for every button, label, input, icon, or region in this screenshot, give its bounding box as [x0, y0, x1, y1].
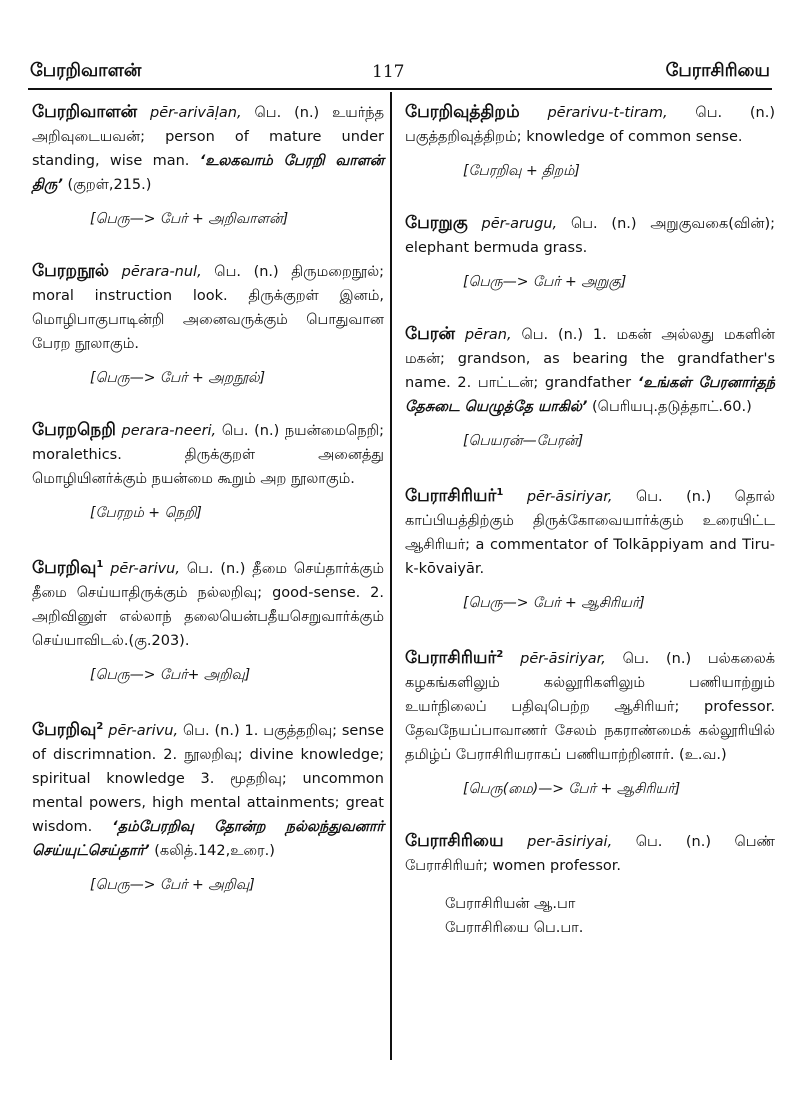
dictionary-entry	[405, 322, 775, 419]
dictionary-entry	[32, 100, 384, 197]
transliteration: pēr-āsiriyar,	[520, 650, 606, 667]
page-number: 117	[372, 62, 405, 82]
quotation: ‘உங்கள் பேரனார்தந் தேசுடை யெழுத்தே யாகில்’	[405, 375, 776, 415]
definition: பெ. (n.) உயர்ந்த அறிவுடையவன்; person of mature under standing, wise man.	[32, 105, 385, 169]
definition: பெ. (n.) பல்கலைக் கழகங்களிலும் கல்லூரிகளிலும் பணியாற்றும் உயர்நிலைப் பதிவுபெற்ற ஆசிரியர்; professor. தேவநேயப்பாவாணர் சேலம் நகராண்மைக் கல்லூரியில் தமிழ்ப் பேராசிரியராகப் பணியாற்றினார். (உ.வ.)	[405, 650, 776, 763]
etymology: [பெரு—> பேர்+ அறிவு]	[90, 666, 251, 683]
definition: பெ. (n.) அறுகுவகை(வின்); elephant bermuda grass.	[405, 216, 776, 256]
headword: பேரன்	[405, 324, 455, 344]
etymology: [பெரு—> பேர் + அறிவு]	[90, 876, 255, 893]
headword: பேராசிரியை	[405, 830, 504, 851]
running-head-right: பேராசிரியை	[665, 60, 770, 81]
running-head-left: பேரறிவாளன்	[30, 60, 142, 81]
transliteration: pēr-arugu,	[481, 216, 558, 232]
citation: (கலித்.142,உரை.)	[154, 842, 275, 859]
etymology: [பெரு—> பேர் + அறிவாளன்]	[90, 211, 289, 227]
gender-pair: பேராசிரியை பெ.பா.	[445, 919, 584, 936]
dictionary-entry	[405, 211, 775, 260]
definition: பெ. (n.) நயன்மைநெறி; moralethics. திருக்குறள் அனைத்து மொழியினர்க்கும் நயன்மை கூறும் அற நூலாகும்.	[32, 423, 385, 487]
dictionary-entry	[405, 100, 775, 149]
headword: பேரறநெறி	[32, 420, 116, 440]
quotation: ‘தம்பேரறிவு தோன்ற நல்லந்துவனார் செய்யுட்செய்தார்’	[32, 818, 384, 859]
left-column	[32, 100, 384, 925]
dictionary-entry	[405, 481, 775, 581]
etymology: [பெரு—> பேர் + அறுகு]	[463, 274, 627, 290]
sense-number: 2	[496, 648, 504, 660]
definition: பெ. (n.) 1. மகன் அல்லது மகளின் மகன்; grandson, as bearing the grandfather's name. 2. பாட்டன்; grandfather	[405, 327, 775, 391]
transliteration: pēr-arivu,	[110, 560, 180, 577]
headword: பேரறுகு	[405, 213, 468, 233]
transliteration: pērara-nul,	[121, 264, 202, 280]
etymology: [பேரறிவு + திறம்]	[463, 163, 580, 179]
headword: பேராசிரியர்	[405, 485, 497, 506]
transliteration: pēr-arivu,	[108, 722, 179, 739]
quotation: ‘உலகவாம் பேரறி வாளன் திரு’	[32, 153, 384, 193]
transliteration: per-āsiriyai,	[527, 833, 613, 850]
definition: பெ. (n.) தொல் காப்பியத்திற்கும் திருக்கோவையார்க்கும் உரையிட்ட ஆசிரியர்; a commentator of Tolkāppiyam and Tiru-k-kōvaiyār.	[405, 488, 776, 577]
dictionary-entry	[32, 418, 384, 491]
transliteration: pēran,	[464, 327, 512, 343]
headword: பேரறிவுத்திறம்	[405, 102, 520, 122]
citation: (பெரியபு.தடுத்தாட்.60.)	[592, 399, 752, 415]
etymology: [பெரு—> பேர் + ஆசிரியர்]	[463, 594, 645, 611]
definition: பெ. (n.) பகுத்தறிவுத்திறம்; knowledge of common sense.	[405, 105, 775, 145]
gender-pair: பேராசிரியன் ஆ.பா	[445, 895, 576, 912]
etymology: [பெரு—> பேர் + அறநூல்]	[90, 370, 266, 386]
headword: பேரறநூல்	[32, 261, 110, 281]
sense-number: 1	[96, 559, 104, 570]
dictionary-entry	[405, 829, 775, 878]
definition: பெ. (n.) தீமை செய்தார்க்கும் தீமை செய்யாதிருக்கும் நல்லறிவு; good-sense. 2. அறிவினுள் எல்லாந் தலையென்பதீயசெறுவார்க்கும் செய்யாவிடல்.(கு.203).	[32, 560, 385, 649]
column-divider	[390, 92, 392, 1060]
definition: பெ. (n.) திருமறைநூல்; moral instruction look. திருக்குறள் இனம், மொழிபாகுபாடின்றி அனைவருக்கும் பொதுவான பேரற நூலாகும்.	[32, 264, 384, 352]
sense-number: 2	[96, 720, 104, 732]
etymology: [பேரறம் + நெறி]	[90, 505, 202, 521]
headword: பேரறிவு	[32, 719, 97, 740]
transliteration: pēr-āsiriyar,	[526, 488, 613, 505]
headword: பேரறிவு	[32, 557, 97, 578]
headword: பேரறிவாளன்	[32, 102, 138, 122]
dictionary-entry	[32, 553, 384, 653]
etymology: [பெரு(மை)—> பேர் + ஆசிரியர்]	[463, 780, 681, 797]
etymology: [பெயரன்—பேரன்]	[463, 433, 584, 449]
right-column	[405, 100, 775, 940]
header-rule	[28, 88, 772, 90]
transliteration: pērarivu-t-tiram,	[547, 105, 668, 121]
definition: பெ. (n.) பெண் பேராசிரியர்; women professor.	[405, 833, 776, 874]
dictionary-entry	[32, 259, 384, 356]
transliteration: pēr-arivāḷan,	[150, 105, 242, 121]
sense-number: 1	[496, 487, 504, 498]
dictionary-entry	[32, 715, 384, 863]
transliteration: perara-neeri,	[121, 423, 217, 439]
headword: பேராசிரியர்	[405, 647, 497, 668]
dictionary-entry	[405, 643, 775, 767]
citation: (குறள்,215.)	[67, 177, 152, 193]
definition: பெ. (n.) 1. பகுத்தறிவு; sense of discrimnation. 2. நூலறிவு; divine knowledge; spiritual knowledge 3. மூதறிவு; uncommon mental powers, high mental attainments; great wisdom.	[32, 722, 384, 835]
